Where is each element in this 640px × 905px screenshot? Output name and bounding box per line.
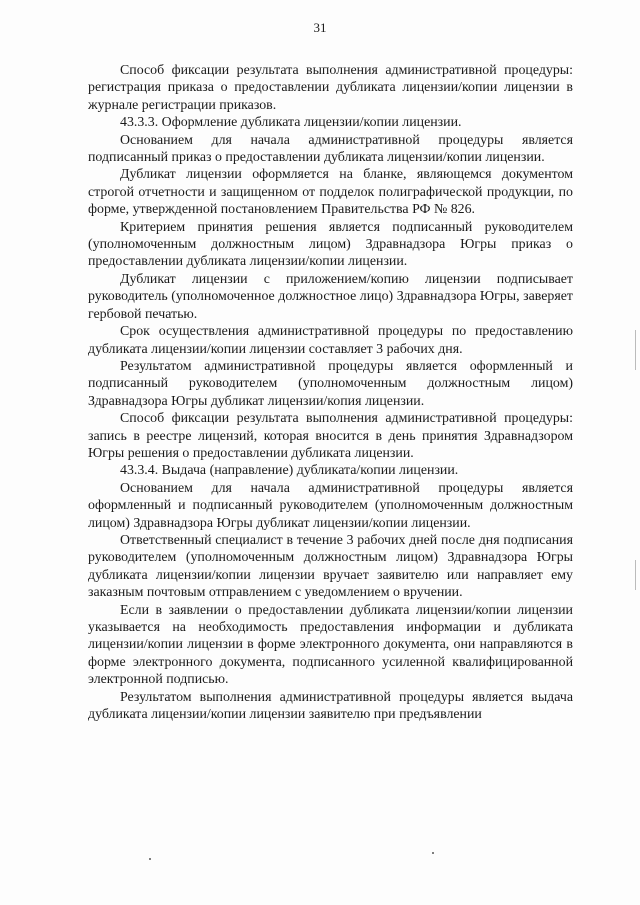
scan-edge-mark [635,560,636,590]
paragraph-6: Дубликат лицензии с приложением/копию лицензии подписывает руководитель (уполномоченное должностное лицо) Здравнадзора Югры, заверяет гербовой печатью. [88,271,573,322]
document-body [88,62,573,723]
paragraph-14: Результатом выполнения административной процедуры является выдача дубликата лицензии/копии лицензии заявителю при предъявлении [88,689,573,723]
paragraph-1: Способ фиксации результата выполнения административной процедуры: регистрация приказа о предоставлении дубликата лицензии/копии лицензии в журнале регистрации приказов. [88,63,573,113]
paragraph-13: Если в заявлении о предоставлении дубликата лицензии/копии лицензии указывается на необходимость предоставления информации и дубликата лицензии/копии лицензии в форме электронного документа, они направляются в форме электронного документа, подписанного усиленной квалифицированной электронной подписью. [88,602,573,688]
scan-speck [432,852,434,854]
paragraph-7: Срок осуществления административной процедуры по предоставлению дубликата лицензии/копии лицензии составляет 3 рабочих дня. [88,324,573,357]
scan-edge-mark [635,330,636,370]
paragraph-4: Дубликат лицензии оформляется на бланке, являющемся документом строгой отчетности и защищенном от подделок полиграфической продукции, по форме, утвержденной постановлением Правительства РФ № 826. [88,167,573,218]
paragraph-11: Основанием для начала административной процедуры является оформленный и подписанный руководителем (уполномоченным должностным лицом) Здравнадзора Югры дубликат лицензии/копии лицензии. [88,480,573,531]
scan-speck [149,858,151,860]
paragraph-12: Ответственный специалист в течение 3 рабочих дней после дня подписания руководителем (уполномоченным должностным лицом) Здравнадзора Югры дубликата лицензии/копии лицензии вручает заявителю или направляет ему заказным почтовым отправлением с уведомлением о вручении. [88,532,573,601]
page-number: 31 [313,20,327,35]
paragraph-5: Критерием принятия решения является подписанный руководителем (уполномоченным должностным лицом) Здравнадзора Югры приказ о предоставлении дубликата лицензии/копии лицензии. [88,219,573,270]
paragraph-3: Основанием для начала административной процедуры является подписанный приказ о предоставлении дубликата лицензии/копии лицензии. [88,132,573,166]
paragraph-9: Способ фиксации результата выполнения административной процедуры: запись в реестре лицензий, которая вносится в день принятия Здравнадзором Югры решения о предоставлении дубликата лицензии. [88,411,573,461]
section-heading-43-3-3: 43.3.3. Оформление дубликата лицензии/копии лицензии. [120,115,462,131]
section-heading-43-3-4: 43.3.4. Выдача (направление) дубликата/копии лицензии. [120,463,459,479]
paragraph-8: Результатом административной процедуры является оформленный и подписанный руководителем (уполномоченным должностным лицом) Здравнадзора Югры дубликат лицензии/копия лицензии. [88,358,573,409]
